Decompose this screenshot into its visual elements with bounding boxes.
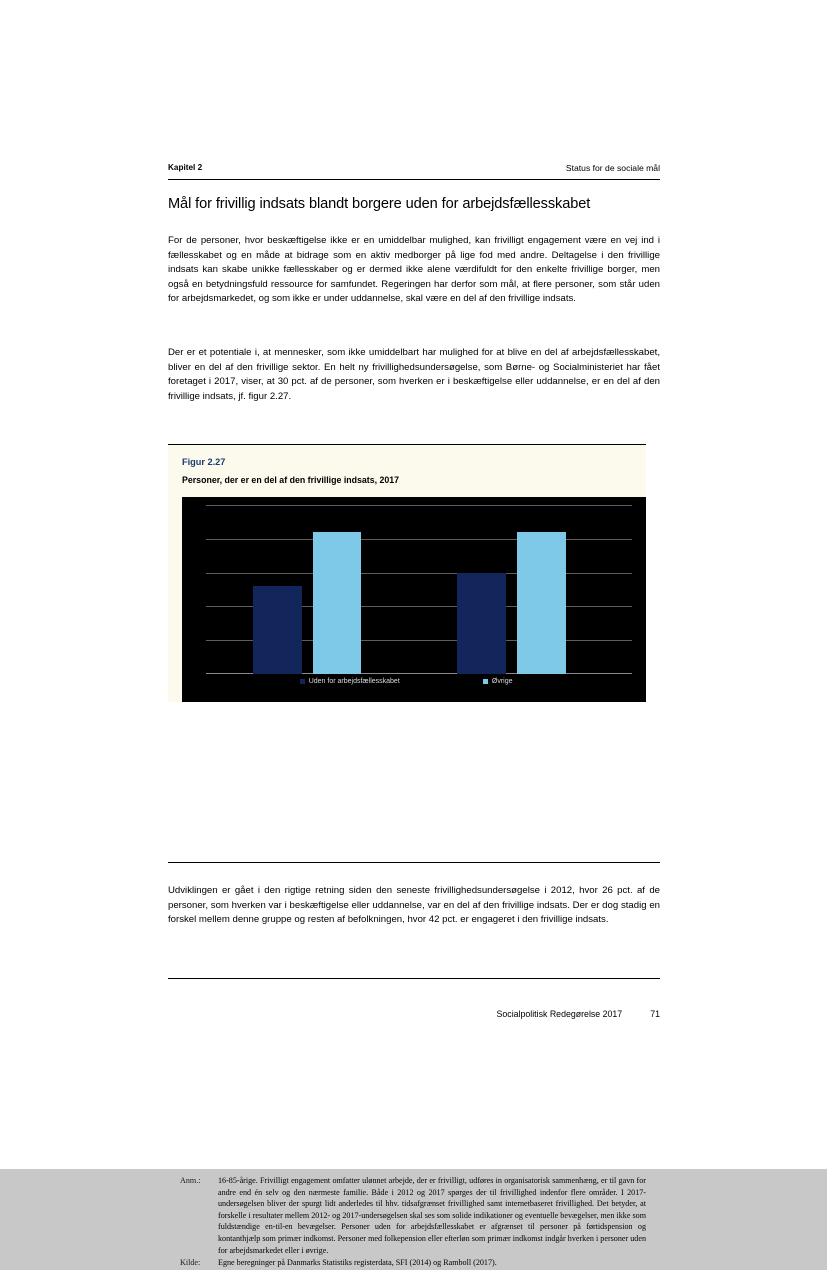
figure-note-key: Kilde: [180,1258,201,1268]
figure-note-value: 16-85-årige. Frivilligt engagement omfatter ulønnet arbejde, der er frivilligt, udføres in organisatorisk sammenhæng, er til gavn for andre end én selv og den nærmeste familie. Både i 2012 og 2017 spørges der til frivillighed indenfor flere områder. I 2017-undersøgelsen bliver der spurgt lidt anderledes til hhv. tidsafgrænset frivillighed samt internetbaseret frivillighed. Det betyder, at forskelle i resultater mellem 2012- og 2017-undersøgelsen skal ses som solide indikationer og eventuelle bevægelser, men ikke som fuldstændige en-til-en bevægelser. Personer uden for arbejdsfællesskabet er afgrænset til personer på førtidspension og kontanthjælp som primær indkomst. Personer med folkepension eller efterløn som primær indkomst indgår hverken i personer uden for arbejdsmarkedet eller i øvrige. [218,1176,646,1255]
figure-header [168,445,646,702]
figure-note-row [180,1257,646,1269]
legend-swatch-icon [300,679,305,684]
legend-label-uden-for: Uden for arbejdsfællesskabet [308,678,400,685]
running-head-chapter: Kapitel 2 [168,163,203,172]
legend-swatch-icon [483,679,488,684]
running-head-divider [168,179,660,180]
body-paragraph-1: For de personer, hvor beskæftigelse ikke er en umiddelbar mulighed, kan frivilligt engagement være en vej ind i fællesskabet og en måde at bidrage som en aktiv medborger på lige fod med andre. Deltagelse i den frivillige indsats kan skabe unikke fællesskaber og er dermed ikke alene værdifuldt for den enkelte frivillige borger, men også en betydningsfuld ressource for samfundet. Regeringen har derfor som mål, at flere personer, som står uden for arbejdsmarkedet, og som ikke er under uddannelse, skal være en del af den frivillige indsats. [168,235,660,305]
body-paragraph-3: Udviklingen er gået i den rigtige retning siden den seneste frivillighedsundersøgelse i 2012, hvor 26 pct. af de personer, som hverken var i beskæftigelse eller uddannelse, var en del af den frivillige indsats. Der er dog stadig en forskel mellem denne gruppe og resten af befolkningen, hvor 42 pct. er engageret i den frivillige indsats. [168,885,660,926]
footer-divider [168,978,660,979]
footer-document-name: Socialpolitisk Redegørelse 2017 [496,1009,623,1019]
footer-page-number: 71 [650,1009,660,1019]
chart-bars [206,505,632,674]
page-title: Mål for frivillig indsats blandt borgere uden for arbejdsfællesskabet [168,196,591,212]
figure-note-key: Anm.: [180,1176,201,1185]
running-head [168,163,660,173]
figure-bottom-divider [168,862,660,863]
body-paragraph-2: Der er et potentiale i, at mennesker, som ikke umiddelbart har mulighed for at blive en del af arbejdsfællesskabet, bliver en del af den frivillige sektor. En helt ny frivillighedsundersøgelse, som Børne- og Socialministeriet har fået foretaget i 2017, viser, at 30 pct. af de personer, som hverken er i beskæftigelse eller uddannelse, er en del af den frivillige indsats, jf. figur 2.27. [168,347,660,402]
bar-uden-for-2017 [457,573,506,674]
figure-note-row [180,1175,646,1256]
bar-ovrige-2012 [313,532,362,674]
chart-legend [206,678,632,696]
bar-uden-for-2012 [253,586,302,674]
figure-note-value: Egne beregninger på Danmarks Statistiks registerdata, SFI (2014) og Ramboll (2017). [218,1258,497,1268]
running-head-section: Status for de sociale mål [565,163,660,173]
page-footer [168,1009,660,1019]
figure-title: Personer, der er en del af den frivillige indsats, 2017 [182,475,400,485]
legend-item-ovrige [483,678,513,685]
legend-label-ovrige: Øvrige [491,678,513,685]
figure-notes [180,1175,646,1270]
legend-item-uden-for [300,678,400,685]
figure-label: Figur 2.27 [182,457,226,467]
figure-chart [182,497,646,702]
bar-ovrige-2017 [517,532,566,674]
chart-plot-area [206,505,632,674]
